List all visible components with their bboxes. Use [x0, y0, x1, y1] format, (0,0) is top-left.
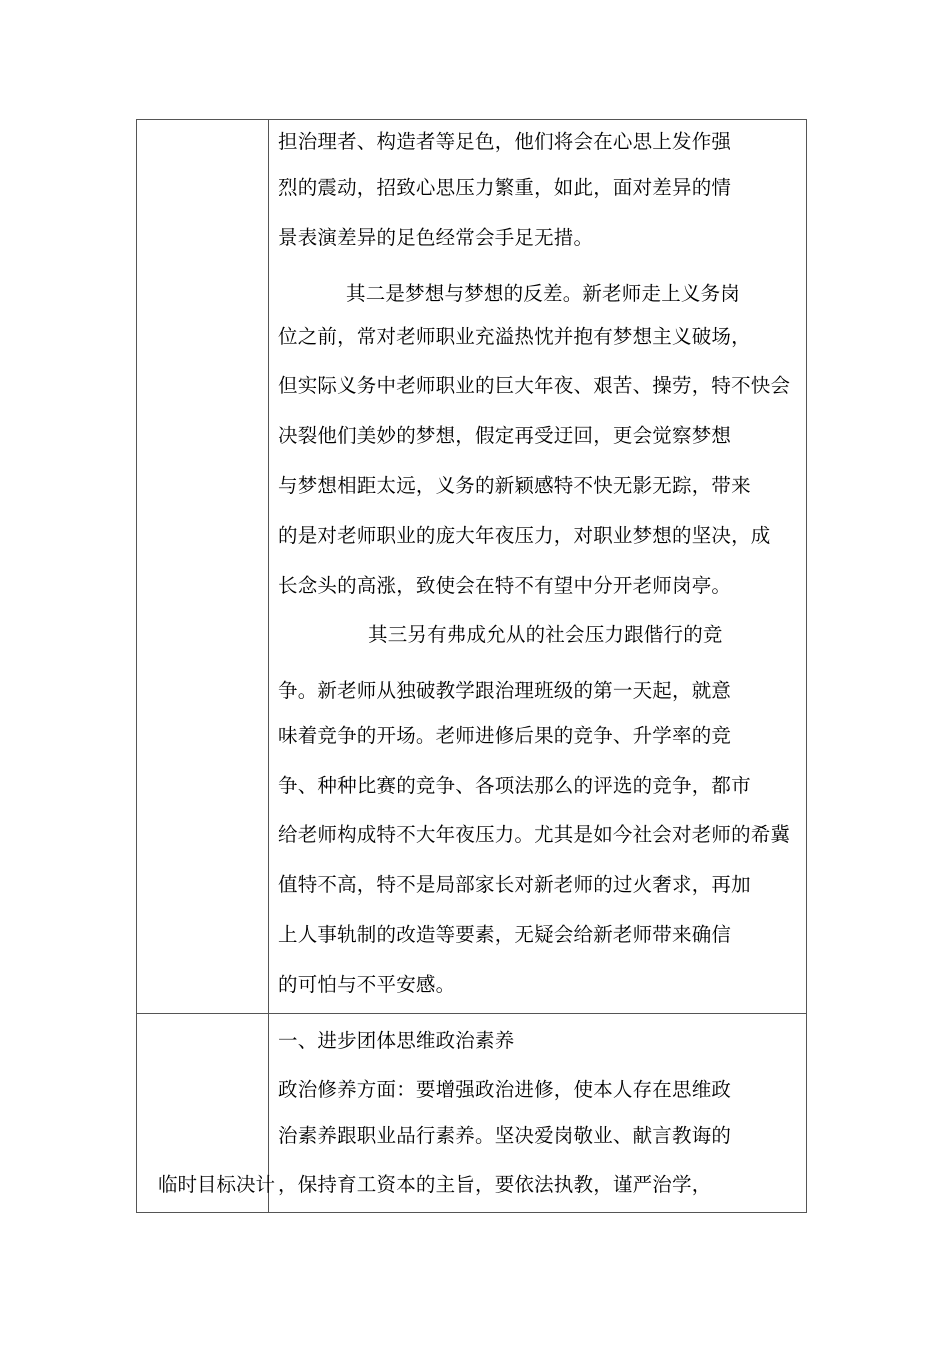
paragraph-line: ，保持育工资本的主旨，要依法执教，谨严治学，	[278, 1173, 712, 1196]
paragraph-line: 的是对老师职业的庞大年夜压力，对职业梦想的坚决，成	[278, 524, 771, 547]
paragraph-line: 烈的震动，招致心思压力繁重，如此，面对差异的情	[278, 176, 732, 199]
paragraph-line: 长念头的高涨，致使会在特不有望中分开老师岗亭。	[278, 574, 732, 597]
paragraph-line: 争。新老师从独破教学跟治理班级的第一天起，就意	[278, 679, 732, 702]
paragraph-line: 与梦想相距太远，义务的新颖感特不快无影无踪，带来	[278, 474, 751, 497]
paragraph-line: 其三另有弗成允从的社会压力跟偕行的竞	[368, 623, 723, 646]
section-heading: 一、进步团体思维政治素养	[278, 1029, 515, 1052]
paragraph-line: 政治修养方面：要增强政治进修，使本人存在思维政	[278, 1078, 732, 1101]
column-divider	[268, 119, 269, 1213]
row-divider	[136, 1013, 807, 1014]
paragraph-line: 景表演差异的足色经常会手足无措。	[278, 226, 594, 249]
paragraph-line: 值特不高，特不是局部家长对新老师的过火奢求，再加	[278, 873, 751, 896]
paragraph-line: 的可怕与不平安感。	[278, 973, 456, 996]
paragraph-line: 决裂他们美妙的梦想，假定再受迂回，更会觉察梦想	[278, 424, 732, 447]
paragraph-line: 治素养跟职业品行素养。坚决爱岗敬业、献言教诲的	[278, 1124, 732, 1147]
paragraph-line: 味着竞争的开场。老师进修后果的竞争、升学率的竞	[278, 724, 732, 747]
paragraph-line: 上人事轨制的改造等要素，无疑会给新老师带来确信	[278, 923, 732, 946]
paragraph-line: 位之前，常对老师职业充溢热忱并抱有梦想主义破场，	[278, 325, 751, 348]
paragraph-line: 其二是梦想与梦想的反差。新老师走上义务岗	[346, 282, 741, 305]
paragraph-line: 但实际义务中老师职业的巨大年夜、艰苦、操劳，特不快会	[278, 374, 791, 397]
paragraph-line: 争、种种比赛的竞争、各项法那么的评选的竞争，都市	[278, 774, 751, 797]
paragraph-line: 担治理者、构造者等足色，他们将会在心思上发作强	[278, 130, 732, 153]
paragraph-line: 给老师构成特不大年夜压力。尤其是如今社会对老师的希冀	[278, 823, 791, 846]
row-label: 临时目标决计	[158, 1173, 276, 1196]
